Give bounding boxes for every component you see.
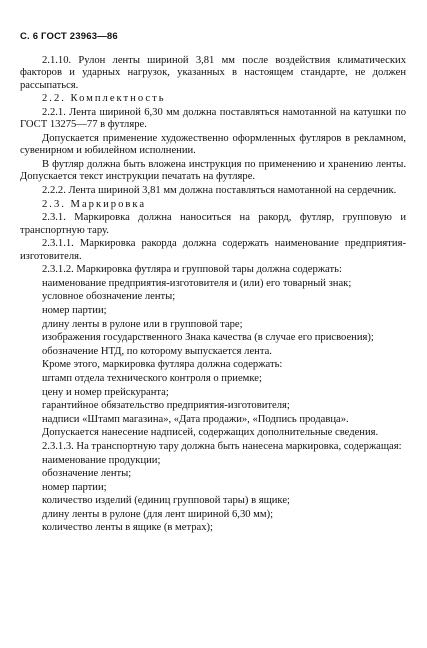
paragraph: 2.2.2. Лента шириной 3,81 мм должна поставляться намотанной на сердечник. — [42, 185, 397, 196]
list-item: изображения государственного Знака качества (в случае его присвоения); — [42, 332, 374, 344]
list-item: номер партии; — [42, 481, 107, 493]
list-item: длину ленты в рулоне (для лент шириной 6,30 мм); — [42, 508, 274, 520]
list-item: обозначение ленты; — [42, 468, 132, 480]
list-item: количество ленты в ящике (в метрах); — [42, 522, 213, 534]
list-item: номер партии; — [42, 304, 107, 316]
paragraph: 2.3.1.3. На транспортную тару должна быть нанесена маркировка, содержащая: — [42, 440, 402, 452]
list-item: условное обозначение ленты; — [42, 291, 176, 303]
list-item: количество изделий (единиц групповой тары) в ящике; — [42, 495, 290, 507]
list-item: гарантийное обязательство предприятия-изготовителя; — [42, 400, 290, 412]
section-heading: 2.2. Комплектность — [42, 93, 166, 105]
paragraph: 2.3.1.1. Маркировка ракорда должна содержать наименование предприятия-изготовителя. — [20, 238, 406, 262]
paragraph: Допускается применение художественно оформленных футляров в рекламном, сувенирном и юбилейном исполнении. — [20, 133, 406, 157]
list-item: наименование предприятия-изготовителя и (или) его товарный знак; — [42, 277, 352, 289]
list-item: штамп отдела технического контроля о приемке; — [42, 372, 262, 384]
list-item: цену и номер прейскуранта; — [42, 386, 169, 398]
paragraph: 2.3.1.2. Маркировка футляра и групповой тары должна содержать: — [42, 264, 342, 276]
paragraph: 2.1.10. Рулон ленты шириной 3,81 мм после воздействия климатических факторов и ударных нагрузок, указанных в настоящем стандарте, не должен рассыпаться. — [20, 55, 406, 91]
list-item: наименование продукции; — [42, 454, 161, 466]
paragraph: Допускается нанесение надписей, содержащих дополнительные сведения. — [42, 427, 379, 439]
list-item: длину ленты в рулоне или в групповой таре; — [42, 318, 243, 330]
page-header: С. 6 ГОСТ 23963—86 — [20, 31, 118, 42]
section-heading: 2.3. Маркировка — [42, 198, 147, 210]
paragraph: В футляр должна быть вложена инструкция по применению и хранению ленты. Допускается текст инструкции печатать на футляре. — [20, 159, 406, 183]
document-body — [20, 55, 406, 536]
paragraph: Кроме этого, маркировка футляра должна содержать: — [42, 359, 283, 371]
paragraph: 2.3.1. Маркировка должна наноситься на ракорд, футляр, групповую и транспортную тару. — [20, 212, 406, 236]
list-item: обозначение НТД, по которому выпускается лента. — [42, 345, 272, 357]
list-item: надписи «Штамп магазина», «Дата продажи», «Подпись продавца». — [42, 413, 349, 425]
paragraph: 2.2.1. Лента шириной 6,30 мм должна поставляться намотанной на катушки по ГОСТ 13275—77 в футляре. — [20, 107, 406, 131]
